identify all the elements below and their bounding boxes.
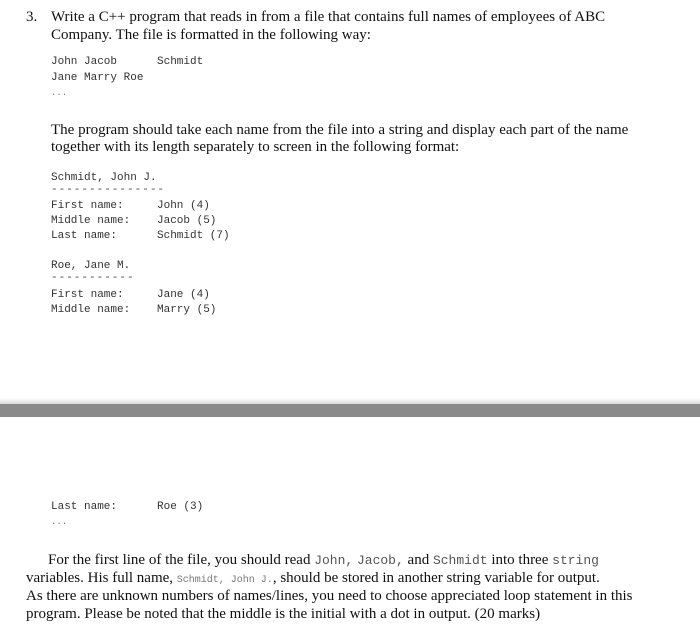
record2-header: Roe, Jane M. — [51, 260, 131, 272]
question-intro-line2: Company. The file is formatted in the following way: — [51, 27, 371, 43]
closing-line1 — [48, 551, 599, 570]
code-jacob: Jacob, — [356, 553, 404, 568]
code-john: John, — [314, 553, 354, 568]
closing-line2-text-a: variables. His full name, — [26, 570, 177, 586]
record1-last-value: Schmidt (7) — [157, 230, 230, 242]
instruction-line2: together with its length separately to screen in the following format: — [51, 139, 460, 155]
record2-dashes: ----------- — [51, 272, 135, 284]
closing-line2-text-b: , should be stored in another string variable for output. — [272, 570, 600, 586]
code-full-name: Schmidt, John J. — [176, 575, 273, 586]
page-break-separator — [0, 404, 700, 417]
instruction-line1: The program should take each name from the file into a string and display each part of the name — [51, 122, 629, 138]
closing-line4: program. Please be noted that the middle is the initial with a dot in output. (20 marks) — [26, 606, 541, 622]
question-intro-line1: Write a C++ program that reads in from a file that contains full names of employees of ABC — [51, 9, 606, 25]
closing-line1-text-a: For the first line of the file, you should read — [48, 552, 315, 568]
code-string: string — [552, 553, 599, 568]
file-sample-line2: Jane Marry Roe — [51, 72, 144, 84]
closing-line1-and: and — [403, 552, 433, 568]
record2-first-value: Jane (4) — [157, 289, 210, 301]
record1-last-label: Last name: — [51, 230, 118, 242]
record2-last-label: Last name: — [51, 501, 118, 513]
record1-first-value: John (4) — [157, 200, 210, 212]
record1-first-label: First name: — [51, 200, 124, 212]
file-sample-line1-first: John Jacob — [51, 56, 118, 68]
output-ellipsis: ... — [51, 517, 68, 527]
closing-line1-text-b: into three — [487, 552, 553, 568]
question-number: 3. — [26, 9, 38, 25]
code-schmidt: Schmidt — [432, 553, 488, 568]
record1-middle-value: Jacob (5) — [157, 215, 217, 227]
record2-middle-label: Middle name: — [51, 304, 131, 316]
file-sample-ellipsis: ... — [51, 88, 68, 98]
record2-first-label: First name: — [51, 289, 124, 301]
file-sample-line1-last: Schmidt — [157, 56, 204, 68]
record1-middle-label: Middle name: — [51, 215, 131, 227]
record1-dashes: --------------- — [51, 184, 166, 196]
closing-line3: As there are unknown numbers of names/lines, you need to choose appreciated loop statement in this — [26, 588, 633, 604]
record2-middle-value: Marry (5) — [157, 304, 217, 316]
record2-last-value: Roe (3) — [157, 501, 204, 513]
record1-header: Schmidt, John J. — [51, 172, 157, 184]
